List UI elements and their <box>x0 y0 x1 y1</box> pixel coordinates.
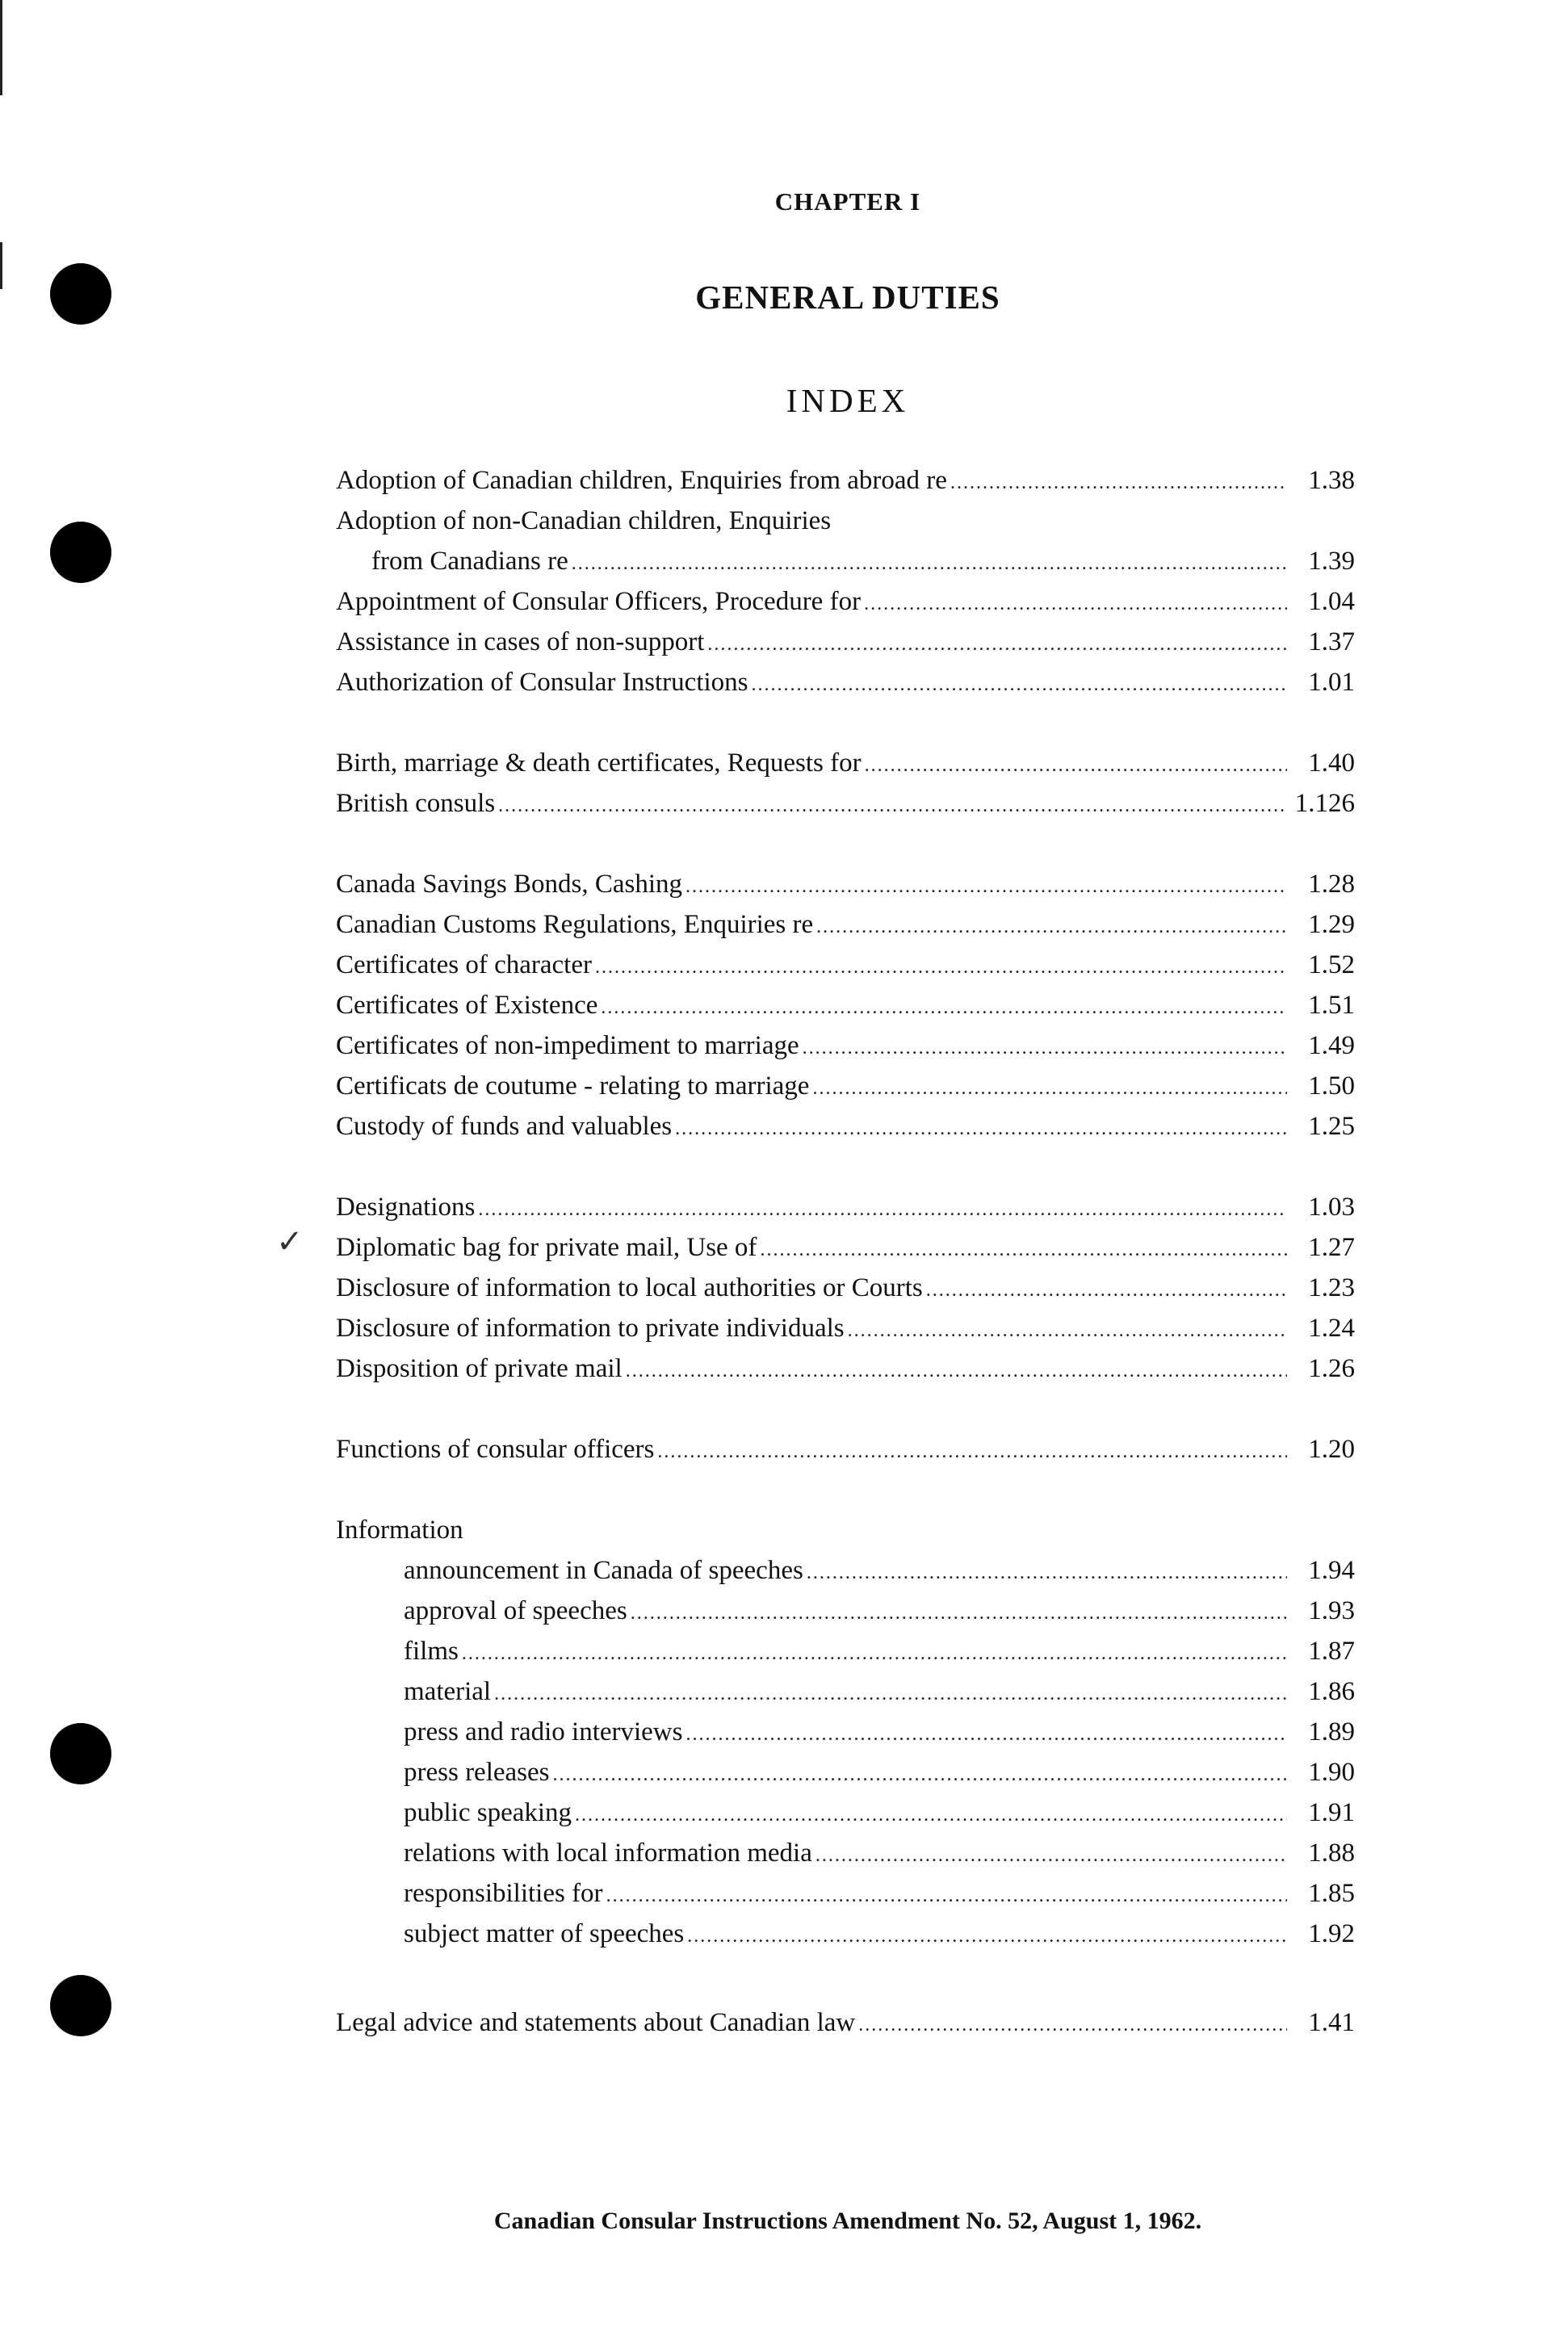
dot-leader <box>812 1066 1287 1109</box>
entry-reference: 1.87 <box>1308 1637 1355 1666</box>
entry-reference: 1.88 <box>1308 1839 1355 1868</box>
entry-text: from Canadians re <box>371 547 568 576</box>
dot-leader <box>675 1106 1287 1149</box>
entry-text: Diplomatic bag for private mail, Use of <box>336 1233 757 1262</box>
chapter-heading: CHAPTER I <box>774 187 921 216</box>
dot-leader <box>926 1268 1287 1310</box>
entry-text: Assistance in cases of non-support <box>336 627 705 656</box>
index-entry <box>371 541 1355 581</box>
entry-text: Certificates of Existence <box>336 991 598 1020</box>
entry-text: press and radio interviews <box>404 1717 683 1746</box>
index-entry <box>336 1025 1355 1066</box>
entry-reference: 1.03 <box>1308 1193 1355 1222</box>
handwritten-checkmark: ✓ <box>276 1223 304 1260</box>
index-subentry <box>404 1914 1355 1954</box>
dot-leader <box>865 743 1287 786</box>
entry-reference: 1.39 <box>1308 547 1355 576</box>
entry-text: Adoption of Canadian children, Enquiries from abroad re <box>336 466 947 495</box>
index-title: INDEX <box>786 382 910 419</box>
entry-reference: 1.94 <box>1308 1556 1355 1585</box>
entry-reference: 1.23 <box>1308 1273 1355 1302</box>
entry-reference: 1.126 <box>1294 789 1355 818</box>
index-entry <box>336 783 1355 824</box>
dot-leader <box>601 985 1287 1028</box>
entry-text: Authorization of Consular Instructions <box>336 668 748 697</box>
index-entry <box>336 1227 1355 1268</box>
index-entry <box>336 1429 1355 1470</box>
dot-leader <box>657 1429 1287 1472</box>
dot-leader <box>494 1671 1287 1714</box>
entry-reference: 1.20 <box>1308 1435 1355 1464</box>
entry-text: press releases <box>404 1758 550 1787</box>
index-entry <box>336 1106 1355 1147</box>
index-subentry <box>404 1591 1355 1631</box>
entry-reference: 1.93 <box>1308 1596 1355 1625</box>
index-subentry <box>404 1752 1355 1792</box>
entry-text: Birth, marriage & death certificates, Requests for <box>336 748 862 778</box>
page-footer: Canadian Consular Instructions Amendment No. 52, August 1, 1962. <box>493 2208 1202 2234</box>
dot-leader <box>553 1752 1287 1795</box>
section-title: GENERAL DUTIES <box>695 279 1000 316</box>
dot-leader <box>707 622 1287 665</box>
dot-leader <box>848 1308 1287 1351</box>
dot-leader <box>631 1591 1287 1633</box>
index-entry <box>336 1308 1355 1348</box>
dot-leader <box>858 2002 1287 2045</box>
dot-leader <box>760 1227 1287 1270</box>
entry-text: subject matter of speeches <box>404 1919 685 1948</box>
entry-text: approval of speeches <box>404 1596 627 1625</box>
index-entry <box>336 460 1355 501</box>
index-entry <box>336 904 1355 945</box>
entry-text: relations with local information media <box>404 1839 812 1868</box>
entry-text: Certificates of character <box>336 950 592 979</box>
index-entry <box>336 1187 1355 1227</box>
index-entry <box>336 662 1355 702</box>
index-entry <box>336 864 1355 904</box>
dot-leader <box>462 1631 1287 1674</box>
entry-reference: 1.49 <box>1308 1031 1355 1060</box>
entry-text: Appointment of Consular Officers, Procedure for <box>336 587 862 616</box>
punch-hole <box>50 1723 111 1784</box>
entry-text: Adoption of non-Canadian children, Enquiries <box>336 506 832 535</box>
dot-leader <box>752 662 1287 705</box>
entry-text: announcement in Canada of speeches <box>404 1556 803 1585</box>
entry-text: Canada Savings Bonds, Cashing <box>336 870 682 899</box>
index-subentry <box>404 1873 1355 1914</box>
entry-text: Certificats de coutume - relating to marriage <box>336 1071 810 1101</box>
entry-reference: 1.52 <box>1308 950 1355 979</box>
entry-text: responsibilities for <box>404 1879 603 1908</box>
index-subentry <box>404 1712 1355 1752</box>
index-entry <box>336 1348 1355 1389</box>
entry-reference: 1.85 <box>1308 1879 1355 1908</box>
entry-reference: 1.29 <box>1308 910 1355 939</box>
dot-leader <box>803 1025 1287 1068</box>
entry-reference: 1.24 <box>1308 1314 1355 1343</box>
index-subentry <box>404 1671 1355 1712</box>
entry-reference: 1.38 <box>1308 466 1355 495</box>
dot-leader <box>572 541 1287 584</box>
entry-text: Disposition of private mail <box>336 1354 623 1383</box>
entry-reference: 1.50 <box>1308 1071 1355 1101</box>
entry-reference: 1.51 <box>1308 991 1355 1020</box>
entry-text: Certificates of non-impediment to marriage <box>336 1031 799 1060</box>
dot-leader <box>815 1833 1287 1876</box>
entry-text: Designations <box>336 1193 476 1222</box>
entry-reference: 1.37 <box>1308 627 1355 656</box>
dot-leader <box>595 945 1287 987</box>
entry-reference: 1.91 <box>1308 1798 1355 1827</box>
entry-reference: 1.26 <box>1308 1354 1355 1383</box>
punch-hole <box>50 1975 111 2036</box>
entry-text: Disclosure of information to local authorities or Courts <box>336 1273 923 1302</box>
entry-reference: 1.40 <box>1308 748 1355 778</box>
index-entry <box>336 945 1355 985</box>
entry-reference: 1.28 <box>1308 870 1355 899</box>
page-edge-mark <box>0 0 2 95</box>
index-entry <box>336 581 1355 622</box>
entry-text: British consuls <box>336 789 496 818</box>
index-subentry <box>404 1631 1355 1671</box>
entry-reference: 1.89 <box>1308 1717 1355 1746</box>
index-entry <box>336 1066 1355 1106</box>
index-entry <box>336 2002 1355 2043</box>
entry-reference: 1.25 <box>1308 1112 1355 1141</box>
dot-leader <box>687 1914 1287 1956</box>
punch-hole <box>50 522 111 583</box>
dot-leader <box>950 460 1287 503</box>
dot-leader <box>685 864 1287 907</box>
index-entry <box>336 1510 1355 1550</box>
index-entry <box>336 1268 1355 1308</box>
entry-reference: 1.04 <box>1308 587 1355 616</box>
entry-reference: 1.41 <box>1308 2008 1355 2037</box>
dot-leader <box>807 1550 1287 1593</box>
index-entry <box>336 501 1355 541</box>
dot-leader <box>606 1873 1287 1916</box>
dot-leader <box>864 581 1287 624</box>
entry-text: films <box>404 1637 459 1666</box>
index-entry <box>336 985 1355 1025</box>
index-subentry <box>404 1833 1355 1873</box>
dot-leader <box>575 1792 1287 1835</box>
dot-leader <box>816 904 1287 947</box>
entry-text: Disclosure of information to private individuals <box>336 1314 845 1343</box>
dot-leader <box>498 783 1287 826</box>
entry-text: material <box>404 1677 492 1706</box>
entry-text: Canadian Customs Regulations, Enquiries re <box>336 910 814 939</box>
index-subentry <box>404 1792 1355 1833</box>
entry-text: Custody of funds and valuables <box>336 1112 673 1141</box>
dot-leader <box>686 1712 1288 1755</box>
index-entry <box>336 622 1355 662</box>
entry-reference: 1.92 <box>1308 1919 1355 1948</box>
entry-reference: 1.27 <box>1308 1233 1355 1262</box>
index-subentry <box>404 1550 1355 1591</box>
dot-leader <box>478 1187 1287 1230</box>
entry-reference: 1.90 <box>1308 1758 1355 1787</box>
entry-text: Functions of consular officers <box>336 1435 655 1464</box>
index-entry <box>336 743 1355 783</box>
entry-text: public speaking <box>404 1798 572 1827</box>
entry-text: Legal advice and statements about Canadian law <box>336 2008 856 2037</box>
entry-text: Information <box>336 1516 463 1545</box>
entry-reference: 1.01 <box>1308 668 1355 697</box>
dot-leader <box>626 1348 1287 1391</box>
entry-reference: 1.86 <box>1308 1677 1355 1706</box>
